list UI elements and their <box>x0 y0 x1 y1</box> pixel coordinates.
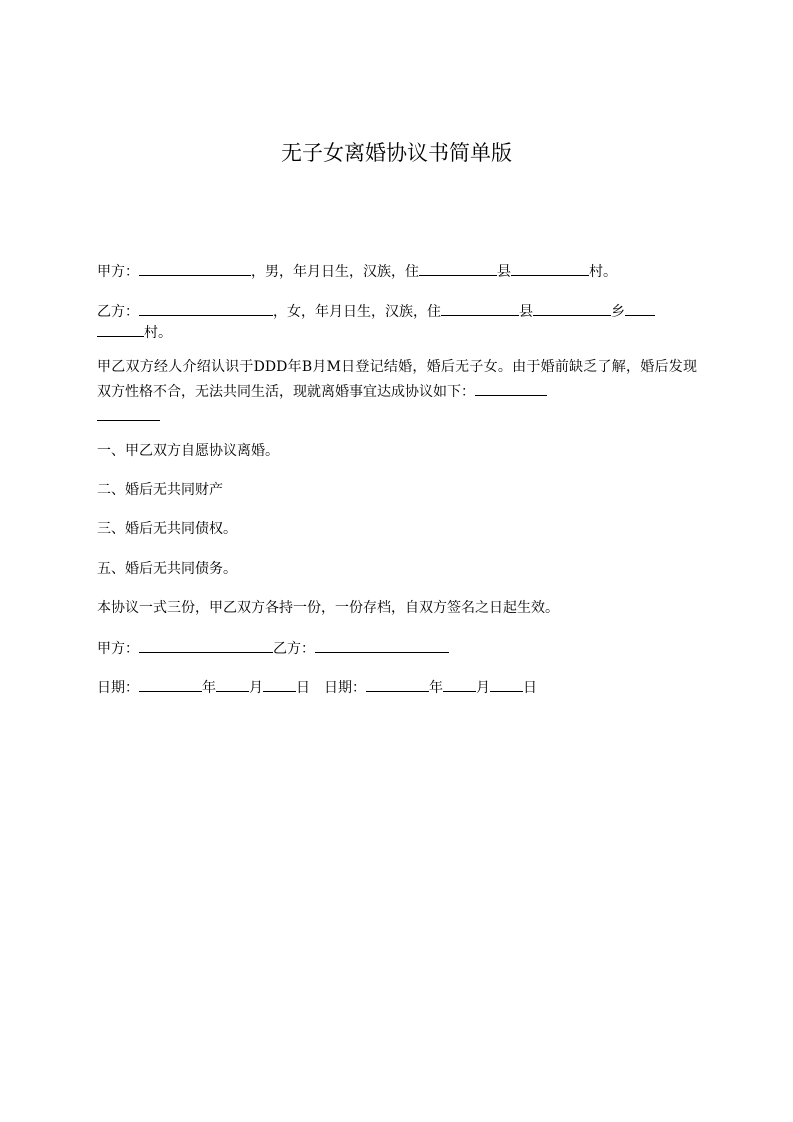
party-b-address-blank[interactable] <box>441 301 519 316</box>
date-b-year-blank[interactable] <box>366 677 429 692</box>
party-a-info: ，男，年月日生，汉族，住 <box>251 264 419 280</box>
party-a-village-label: 村。 <box>589 264 617 280</box>
party-a-county-blank[interactable] <box>511 261 589 276</box>
clause-item: 二、婚后无共同财产 <box>97 482 223 498</box>
party-a-name-blank[interactable] <box>139 261 251 276</box>
party-a-label: 甲方： <box>97 264 139 280</box>
date-b-year-label: 年 <box>429 680 443 696</box>
signature-party-b-blank[interactable] <box>315 638 449 653</box>
date-b-day-label: 日 <box>523 680 537 696</box>
document-title: 无子女离婚协议书简单版 <box>281 141 512 165</box>
clause-item: 五、婚后无共同债务。 <box>97 561 237 577</box>
intro-tail-blank-2[interactable] <box>97 406 160 421</box>
date-line <box>97 677 537 698</box>
date-a-month-label: 月 <box>249 680 263 696</box>
intro-text: 甲乙双方经人介绍认识于DDD年B月M日登记结婚，婚后无子女。由于婚前缺乏了解，婚后发现双方性格不合，无法共同生活，现就离婚事宜达成协议如下： <box>97 359 697 400</box>
date-a-year-blank[interactable] <box>139 677 202 692</box>
date-label-b: 日期： <box>324 680 366 696</box>
date-a-month-blank[interactable] <box>216 677 249 692</box>
signature-party-b-label: 乙方： <box>273 641 315 657</box>
date-b-day-blank[interactable] <box>490 677 523 692</box>
party-a-line <box>97 261 617 282</box>
date-a-year-label: 年 <box>202 680 216 696</box>
intro-tail-blank-1[interactable] <box>475 381 547 396</box>
date-a-day-label: 日 <box>296 680 310 696</box>
party-b-township-label: 乡 <box>611 304 625 320</box>
effect-statement: 本协议一式三份，甲乙双方各持一份，一份存档，自双方签名之日起生效。 <box>97 600 559 616</box>
party-b-county-label: 县 <box>519 304 533 320</box>
date-b-month-label: 月 <box>476 680 490 696</box>
party-a-address-blank[interactable] <box>419 261 497 276</box>
clause-item: 三、婚后无共同债权。 <box>97 521 237 537</box>
party-b-info: ，女，年月日生，汉族，住 <box>273 304 441 320</box>
party-b-village-label: 村。 <box>144 325 172 341</box>
date-b-month-blank[interactable] <box>443 677 476 692</box>
signature-line <box>97 638 449 659</box>
party-b-village-blank[interactable] <box>97 322 144 337</box>
intro-paragraph <box>97 355 697 430</box>
signature-party-a-label: 甲方： <box>97 641 139 657</box>
party-b-line <box>97 301 655 322</box>
party-b-township-blank[interactable] <box>625 301 655 316</box>
party-b-name-blank[interactable] <box>139 301 273 316</box>
date-label-a: 日期： <box>97 680 139 696</box>
clause-item: 一、甲乙双方自愿协议离婚。 <box>97 443 279 459</box>
party-b-county-blank[interactable] <box>533 301 611 316</box>
party-a-county-label: 县 <box>497 264 511 280</box>
date-a-day-blank[interactable] <box>263 677 296 692</box>
party-b-line-continued <box>97 322 172 343</box>
party-b-label: 乙方： <box>97 304 139 320</box>
signature-party-a-blank[interactable] <box>139 638 273 653</box>
